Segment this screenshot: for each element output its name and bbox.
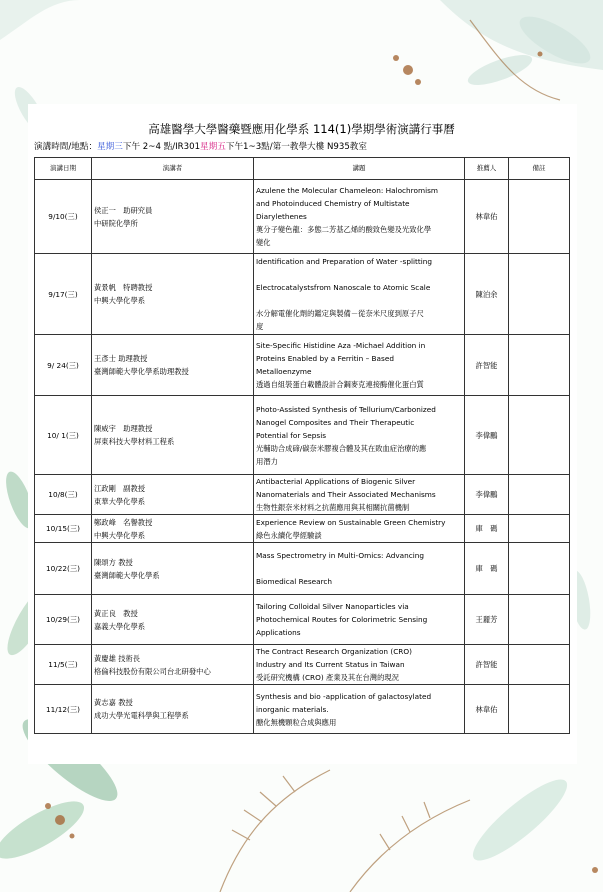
title-line-zh: 受託研究機構 (CRO) 產業及其在台灣的現況: [256, 673, 399, 682]
title-line-en: Identification and Preparation of Water -splitting: [256, 257, 433, 266]
subtitle-prefix: 演講時間/地點：: [34, 142, 98, 152]
table-row: [35, 475, 570, 515]
speaker-cell: [92, 645, 254, 685]
speaker-cell: [92, 396, 254, 475]
speaker-name: 鄭政峰 名譽教授: [94, 517, 153, 527]
title-line-en: Biomedical Research: [256, 577, 333, 586]
speaker-affiliation: 格倫科技股份有限公司台北研發中心: [94, 666, 211, 676]
table-row: [35, 543, 570, 595]
title-line-en: [256, 268, 462, 281]
title-line-zh: 綠色永續化學經驗談: [256, 530, 322, 540]
speaker-affiliation: 中研院化學所: [94, 218, 138, 228]
speaker-cell: [92, 180, 254, 254]
title-line-en: Nanomaterials and Their Associated Mechanisms: [256, 490, 436, 499]
title-line-zh: 生物性銀奈米材料之抗菌應用與其相關抗菌機制: [256, 503, 410, 512]
speaker-cell: [92, 543, 254, 595]
note-cell: [509, 254, 570, 335]
title-line-en: Photochemical Routes for Colorimetric Sensing: [256, 615, 428, 624]
speaker-cell: [92, 254, 254, 335]
title-cell: [254, 645, 465, 685]
speaker-cell: [92, 335, 254, 396]
title-cell: [254, 515, 465, 543]
table-header-row: [35, 158, 570, 180]
title-line-en: Industry and Its Current Status in Taiwan: [256, 660, 405, 669]
title-line-en: inorganic materials.: [256, 704, 329, 714]
title-cell: [254, 685, 465, 734]
speaker-name: 江政剛 副教授: [94, 483, 146, 493]
recommender-cell: 許智能: [465, 645, 509, 685]
table-row: [35, 254, 570, 335]
title-line-en: Antibacterial Applications of Biogenic Silver: [256, 477, 416, 486]
title-cell: [254, 335, 465, 396]
speaker-affiliation: 嘉義大學化學系: [94, 621, 146, 631]
title-line-zh: 透過自組裝蛋白載體設計合鋼麥克連接酶催化蛋白質: [256, 380, 424, 389]
title-cell: [254, 543, 465, 595]
speaker-name: 黃慶雄 技術長: [94, 653, 141, 663]
recommender-cell: 林韋佑: [465, 180, 509, 254]
speaker-name: 侯正一 助研究員: [94, 205, 153, 215]
title-line-en: Diarylethenes: [256, 212, 307, 221]
recommender-cell: 庫 碼: [465, 515, 509, 543]
recommender-cell: 陳泊余: [465, 254, 509, 335]
title-line-zh: 用潛力: [256, 456, 278, 466]
recommender-cell: 李偉鵬: [465, 396, 509, 475]
date-cell: 10/ 1(三): [35, 396, 92, 475]
date-cell: 10/22(三): [35, 543, 92, 595]
speaker-affiliation: 中興大學化學系: [94, 296, 146, 305]
title-line-en: Photo-Assisted Synthesis of Tellurium/Carbonized: [256, 404, 436, 414]
table-row: [35, 645, 570, 685]
page-title: 高雄醫學大學醫藥暨應用化學系 114(1)學期學術演講行事曆: [148, 122, 455, 136]
note-cell: [509, 543, 570, 595]
speaker-affiliation: 東華大學化學系: [94, 496, 146, 506]
note-cell: [509, 645, 570, 685]
title-line-en: Tailoring Colloidal Silver Nanoparticles via: [256, 602, 409, 611]
title-line-en: The Contract Research Organization (CRO): [256, 647, 412, 656]
header-speaker: 演講者: [92, 158, 254, 180]
speaker-affiliation: 中興大學化學系: [94, 530, 146, 540]
title-cell: [254, 254, 465, 335]
header-note: 備註: [509, 158, 570, 180]
speaker-affiliation: 屏東科技大學材料工程系: [94, 437, 175, 446]
title-cell: [254, 475, 465, 515]
title-line-en: and Photoinduced Chemistry of Multistate: [256, 199, 410, 208]
recommender-cell: 庫 碼: [465, 543, 509, 595]
header-date: 演講日期: [35, 158, 92, 180]
title-line-en: Metalloenzyme: [256, 367, 312, 376]
recommender-cell: 王麗芳: [465, 595, 509, 645]
title-cell: [254, 396, 465, 475]
speaker-name: 陳頌方 教授: [94, 557, 133, 567]
date-cell: 9/17(三): [35, 254, 92, 335]
header-recommender: 推薦人: [465, 158, 509, 180]
title-line-en: Nanogel Composites and Their Therapeutic: [256, 417, 415, 427]
date-cell: 11/5(三): [35, 645, 92, 685]
date-cell: 10/15(三): [35, 515, 92, 543]
title-line-zh: 度: [256, 322, 264, 331]
subtitle-time1: 下午 2~4 點/IR301: [122, 142, 201, 152]
date-cell: 10/8(三): [35, 475, 92, 515]
title-line-en: Mass Spectrometry in Multi-Omics: Advancing: [256, 551, 425, 560]
table-row: [35, 685, 570, 734]
note-cell: [509, 335, 570, 396]
speaker-cell: [92, 475, 254, 515]
speaker-name: 王彥士 助理教授: [94, 354, 148, 363]
subtitle-day2: 星期五: [200, 142, 226, 152]
header-title: 講題: [254, 158, 465, 180]
speaker-affiliation: 成功大學光電科學與工程學系: [94, 711, 189, 720]
speaker-affiliation: 臺灣師範大學化學系助理教授: [94, 367, 189, 376]
title-line-zh: 水分解電催化劑的鑑定與製備－從奈米尺度到原子尺: [256, 309, 424, 318]
subtitle-time2: 下午1~3點/第一教學大樓 N935教室: [225, 142, 367, 152]
speaker-name: 黃景帆 特聘教授: [94, 283, 153, 292]
title-line-en: Azulene the Molecular Chameleon: Halochromism: [256, 186, 439, 195]
title-line-en: [256, 562, 462, 575]
table-row: [35, 396, 570, 475]
note-cell: [509, 515, 570, 543]
recommender-cell: 李偉鵬: [465, 475, 509, 515]
date-cell: 10/29(三): [35, 595, 92, 645]
note-cell: [509, 180, 570, 254]
title-line-en: [256, 294, 462, 307]
date-cell: 11/12(三): [35, 685, 92, 734]
date-cell: 9/ 24(三): [35, 335, 92, 396]
title-line-en: Synthesis and bio -application of galactosylated: [256, 691, 432, 701]
title-line-zh: 光輔助合成碲/碳奈米膠複合體及其在敗血症治療的應: [256, 443, 427, 453]
speaker-cell: [92, 515, 254, 543]
speaker-name: 陳威宇 助理教授: [94, 424, 153, 433]
title-line-en: Potential for Sepsis: [256, 430, 327, 440]
recommender-cell: 林韋佑: [465, 685, 509, 734]
table-row: [35, 515, 570, 543]
title-line-en: Experience Review on Sustainable Green Chemistry: [256, 517, 446, 527]
title-line-en: Electrocatalystsfrom Nanoscale to Atomic Scale: [256, 283, 431, 292]
title-line-en: Site-Specific Histidine Aza -Michael Addition in: [256, 341, 426, 350]
note-cell: [509, 475, 570, 515]
note-cell: [509, 685, 570, 734]
title-line-zh: 醣化無機顆粒合成與應用: [256, 717, 337, 727]
schedule-table: [34, 157, 570, 734]
speaker-name: 黃志嘉 教授: [94, 698, 133, 707]
speaker-name: 黃正良 教授: [94, 608, 138, 618]
table-row: [35, 180, 570, 254]
subtitle-day1: 星期三: [97, 142, 123, 152]
title-line-zh: 變化: [256, 238, 271, 247]
table-row: [35, 335, 570, 396]
title-line-en: Applications: [256, 628, 301, 637]
title-cell: [254, 595, 465, 645]
schedule-subtitle: [34, 140, 367, 152]
speaker-affiliation: 臺灣師範大學化學系: [94, 570, 160, 580]
speaker-cell: [92, 595, 254, 645]
title-line-zh: 薁分子變色龍：多態二芳基乙烯的酸致色變及光致化學: [256, 225, 432, 234]
speaker-cell: [92, 685, 254, 734]
note-cell: [509, 595, 570, 645]
note-cell: [509, 396, 570, 475]
title-cell: [254, 180, 465, 254]
title-line-en: Proteins Enabled by a Ferritin – Based: [256, 354, 394, 363]
date-cell: 9/10(三): [35, 180, 92, 254]
recommender-cell: 許智能: [465, 335, 509, 396]
table-row: [35, 595, 570, 645]
